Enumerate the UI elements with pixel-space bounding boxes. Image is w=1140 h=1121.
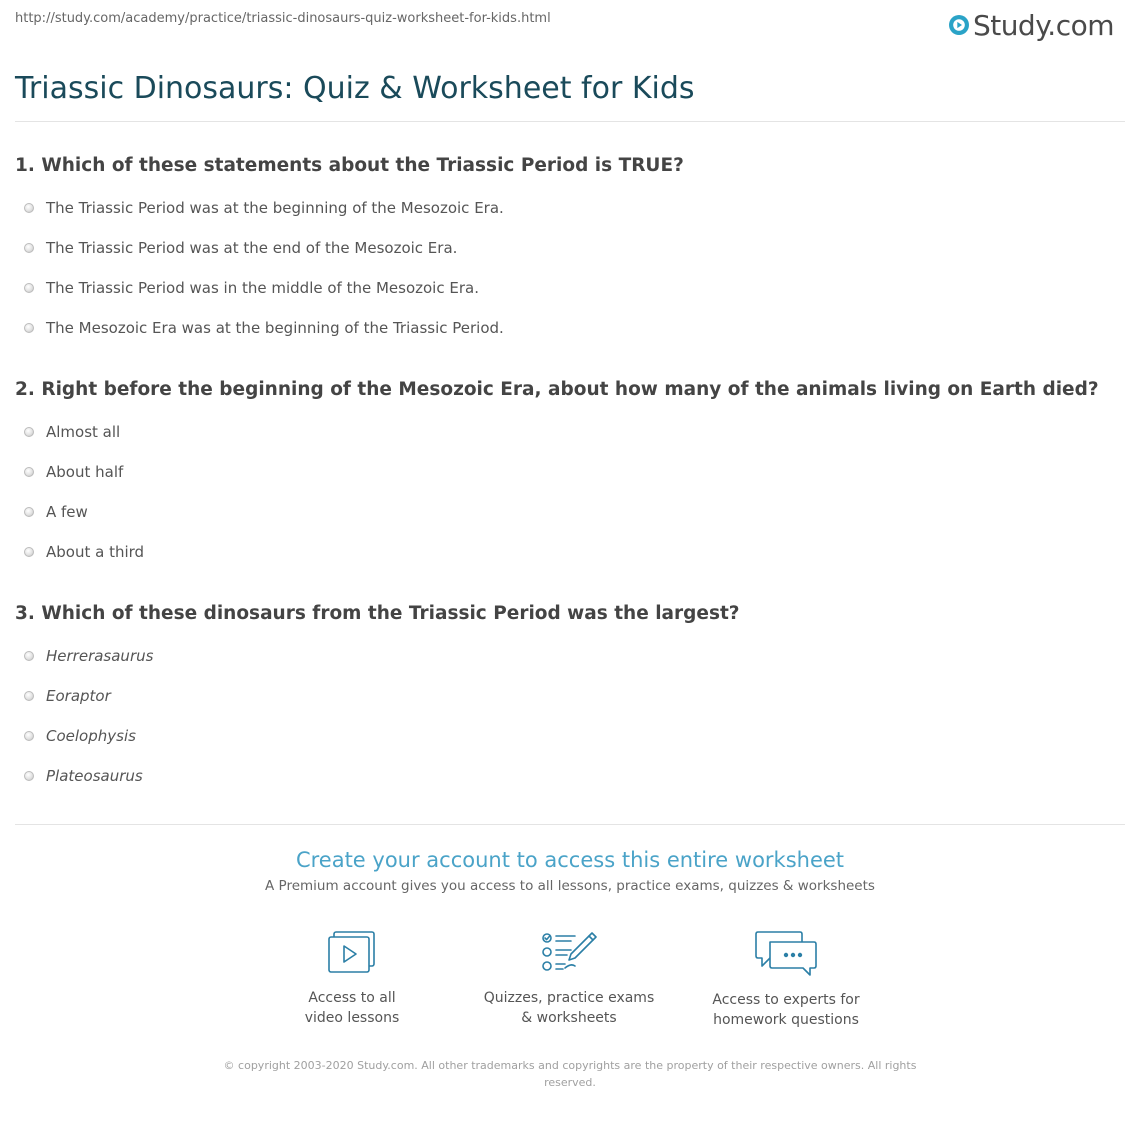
feature-experts bbox=[676, 930, 896, 1030]
q2-option-1[interactable] bbox=[24, 421, 120, 443]
feature-video-lessons bbox=[242, 930, 462, 1028]
q3-option-2[interactable] bbox=[24, 685, 111, 707]
feature-label bbox=[459, 988, 679, 1028]
feature-label-line: homework questions bbox=[713, 1012, 859, 1028]
feature-label-line: Access to all bbox=[308, 990, 396, 1006]
radio-button[interactable] bbox=[24, 547, 34, 557]
option-label: About half bbox=[46, 463, 124, 481]
radio-button[interactable] bbox=[24, 243, 34, 253]
feature-label-line: & worksheets bbox=[521, 1010, 617, 1026]
page-title: Triassic Dinosaurs: Quiz & Worksheet for Kids bbox=[15, 71, 695, 106]
study-logo[interactable] bbox=[948, 8, 1114, 42]
feature-label-line: video lessons bbox=[304, 1010, 400, 1026]
radio-button[interactable] bbox=[24, 731, 34, 741]
feature-label-line: Quizzes, practice exams bbox=[483, 990, 655, 1006]
copyright-line: © copyright 2003-2020 Study.com. All other trademarks and copyrights are the property of their respective owners. All rights bbox=[223, 1059, 917, 1072]
option-label: The Mesozoic Era was at the beginning of the Triassic Period. bbox=[46, 319, 504, 337]
radio-button[interactable] bbox=[24, 323, 34, 333]
question-1: 1. Which of these statements about the Triassic Period is TRUE? bbox=[15, 155, 684, 176]
premium-description: A Premium account gives you access to all lessons, practice exams, quizzes & worksheets bbox=[265, 878, 875, 894]
radio-button[interactable] bbox=[24, 771, 34, 781]
option-label: Almost all bbox=[46, 423, 121, 441]
q3-option-4[interactable] bbox=[24, 765, 143, 787]
option-label: The Triassic Period was at the beginning of the Mesozoic Era. bbox=[46, 199, 504, 217]
option-label: The Triassic Period was at the end of the Mesozoic Era. bbox=[46, 239, 458, 257]
cta-divider bbox=[15, 824, 1125, 825]
quiz-checklist-icon bbox=[541, 930, 597, 974]
radio-button[interactable] bbox=[24, 427, 34, 437]
option-label: Herrerasaurus bbox=[46, 647, 154, 665]
copyright-line: reserved. bbox=[544, 1076, 596, 1089]
q2-option-2[interactable] bbox=[24, 461, 123, 483]
q1-option-2[interactable] bbox=[24, 237, 457, 259]
option-label: About a third bbox=[46, 543, 145, 561]
feature-label bbox=[242, 988, 462, 1028]
play-circle-icon bbox=[948, 14, 970, 36]
feature-quizzes bbox=[459, 930, 679, 1028]
q2-option-4[interactable] bbox=[24, 541, 144, 563]
option-label: The Triassic Period was in the middle of the Mesozoic Era. bbox=[46, 279, 479, 297]
q3-option-3[interactable] bbox=[24, 725, 136, 747]
question-3: 3. Which of these dinosaurs from the Triassic Period was the largest? bbox=[15, 603, 740, 624]
q3-option-1[interactable] bbox=[24, 645, 153, 667]
option-label: A few bbox=[46, 503, 88, 521]
page-url[interactable]: http://study.com/academy/practice/triassic-dinosaurs-quiz-worksheet-for-kids.html bbox=[15, 11, 551, 26]
copyright-notice bbox=[0, 1057, 1140, 1091]
video-lessons-icon bbox=[327, 930, 377, 974]
q1-option-3[interactable] bbox=[24, 277, 479, 299]
option-label: Plateosaurus bbox=[46, 767, 143, 785]
create-account-link[interactable]: Create your account to access this entire worksheet bbox=[295, 848, 845, 872]
feature-label bbox=[676, 990, 896, 1030]
radio-button[interactable] bbox=[24, 691, 34, 701]
radio-button[interactable] bbox=[24, 651, 34, 661]
radio-button[interactable] bbox=[24, 507, 34, 517]
feature-label-line: Access to experts for bbox=[712, 992, 860, 1008]
chat-bubbles-icon bbox=[754, 930, 818, 976]
title-divider bbox=[15, 121, 1125, 122]
logo-text: Study.com bbox=[972, 8, 1114, 42]
question-2: 2. Right before the beginning of the Mesozoic Era, about how many of the animals living on Earth died? bbox=[15, 379, 1099, 400]
q2-option-3[interactable] bbox=[24, 501, 88, 523]
radio-button[interactable] bbox=[24, 203, 34, 213]
q1-option-1[interactable] bbox=[24, 197, 504, 219]
option-label: Coelophysis bbox=[46, 727, 136, 745]
radio-button[interactable] bbox=[24, 467, 34, 477]
q1-option-4[interactable] bbox=[24, 317, 504, 339]
option-label: Eoraptor bbox=[46, 687, 111, 705]
radio-button[interactable] bbox=[24, 283, 34, 293]
